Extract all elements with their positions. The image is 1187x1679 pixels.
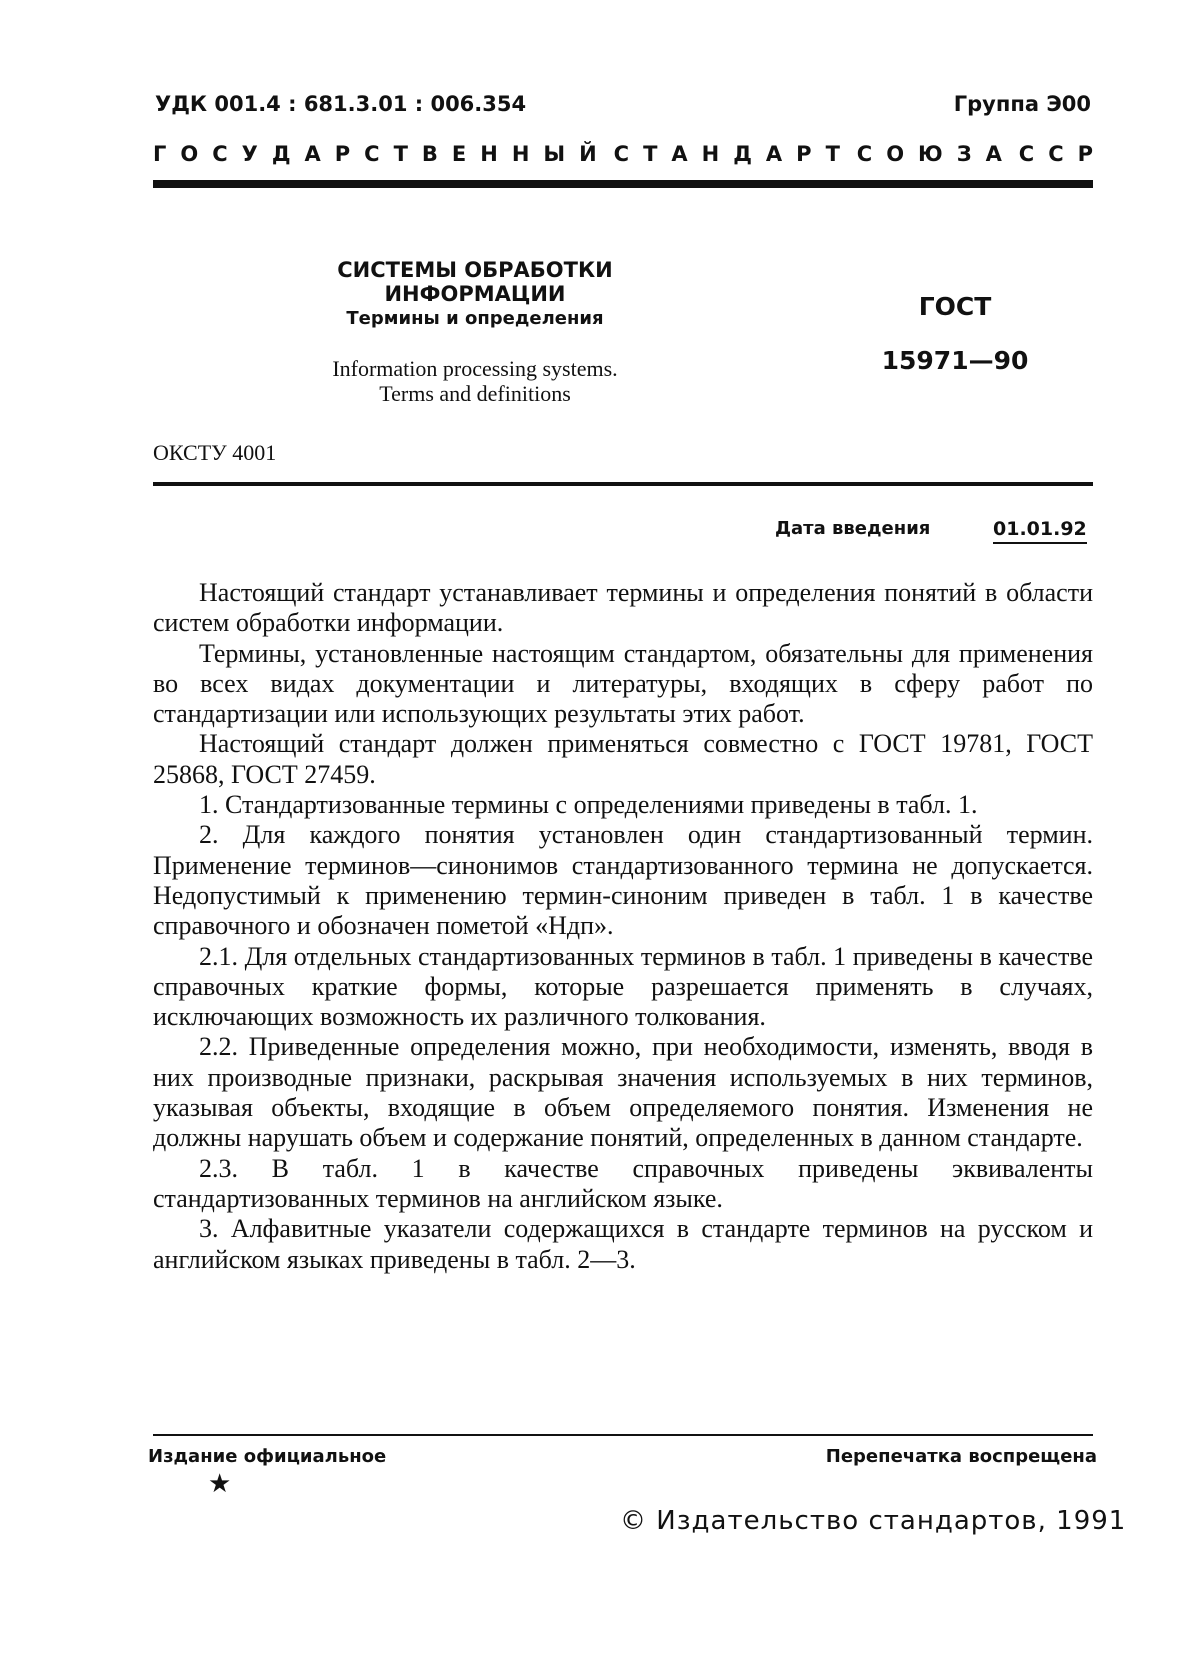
official-edition-label: Издание официальное bbox=[148, 1446, 387, 1467]
paragraph: 3. Алфавитные указатели содержащихся в стандарте терминов на русском и английском языках приведены в табл. 2—3. bbox=[153, 1214, 1093, 1274]
group-code: Группа Э00 bbox=[953, 92, 1091, 116]
paragraph: 2.3. В табл. 1 в качестве справочных приведены эквиваленты стандартизованных терминов на английском языке. bbox=[153, 1153, 1093, 1213]
paragraph: Термины, установленные настоящим стандартом, обязательны для применения во всех видах документации и литературы, входящих в сферу работ по стандартизации или использующих результаты этих работ. bbox=[153, 638, 1093, 729]
header-divider bbox=[153, 180, 1093, 188]
state-word-4: ССР bbox=[1018, 142, 1107, 166]
title-divider bbox=[153, 482, 1093, 486]
paragraph: Настоящий стандарт должен применяться совместно с ГОСТ 19781, ГОСТ 25868, ГОСТ 27459. bbox=[153, 729, 1093, 789]
publisher-copyright: © Издательство стандартов, 1991 bbox=[620, 1506, 1127, 1536]
english-title-line-1: Information processing systems. bbox=[332, 356, 618, 381]
state-word-1: ГОСУДАРСТВЕННЫЙ bbox=[153, 142, 611, 166]
paragraph: 2.2. Приведенные определения можно, при необходимости, изменять, вводя в них производные признаки, раскрывая значения используемых в них терминов, указывая объекты, входящие в объем определяемого понятия. Изменения не должны нарушать объем и содержание понятий, определенных в данном стандарте. bbox=[153, 1032, 1093, 1153]
date-value: 01.01.92 bbox=[993, 518, 1087, 544]
gost-label: ГОСТ bbox=[918, 292, 992, 321]
star-icon: ★ bbox=[208, 1469, 232, 1498]
state-standard-heading bbox=[153, 142, 1107, 166]
footer-divider bbox=[153, 1434, 1093, 1436]
paragraph: 1. Стандартизованные термины с определениями приведены в табл. 1. bbox=[199, 790, 978, 820]
english-title bbox=[250, 356, 700, 406]
gost-number: 15971—90 bbox=[881, 346, 1029, 375]
reprint-prohibited-label: Перепечатка воспрещена bbox=[825, 1446, 1097, 1467]
document-title: СИСТЕМЫ ОБРАБОТКИ ИНФОРМАЦИИ bbox=[337, 258, 613, 306]
paragraph: 2.1. Для отдельных стандартизованных терминов в табл. 1 приведены в качестве справочных краткие формы, которые разрешается применять в случаях, исключающих возможность их различного толкования. bbox=[153, 941, 1093, 1032]
english-title-line-2: Terms and definitions bbox=[379, 381, 571, 406]
document-subtitle: Термины и определения bbox=[346, 308, 604, 329]
state-word-2: СТАНДАРТ bbox=[613, 142, 854, 166]
paragraph: Настоящий стандарт устанавливает термины и определения понятий в области систем обработки информации. bbox=[153, 578, 1093, 638]
date-label: Дата введения bbox=[775, 518, 931, 539]
document-body bbox=[153, 578, 1093, 1275]
paragraph: 2. Для каждого понятия установлен один стандартизованный термин. Применение терминов—синонимов стандартизованного термина не допускается. Недопустимый к применению термин-синоним приведен в табл. 1 в качестве справочного и обозначен пометой «Ндп». bbox=[153, 820, 1093, 941]
state-word-3: СОЮЗА bbox=[856, 142, 1016, 166]
okstu-code: ОКСТУ 4001 bbox=[153, 440, 277, 465]
udk-code: УДК 001.4 : 681.3.01 : 006.354 bbox=[155, 92, 527, 116]
